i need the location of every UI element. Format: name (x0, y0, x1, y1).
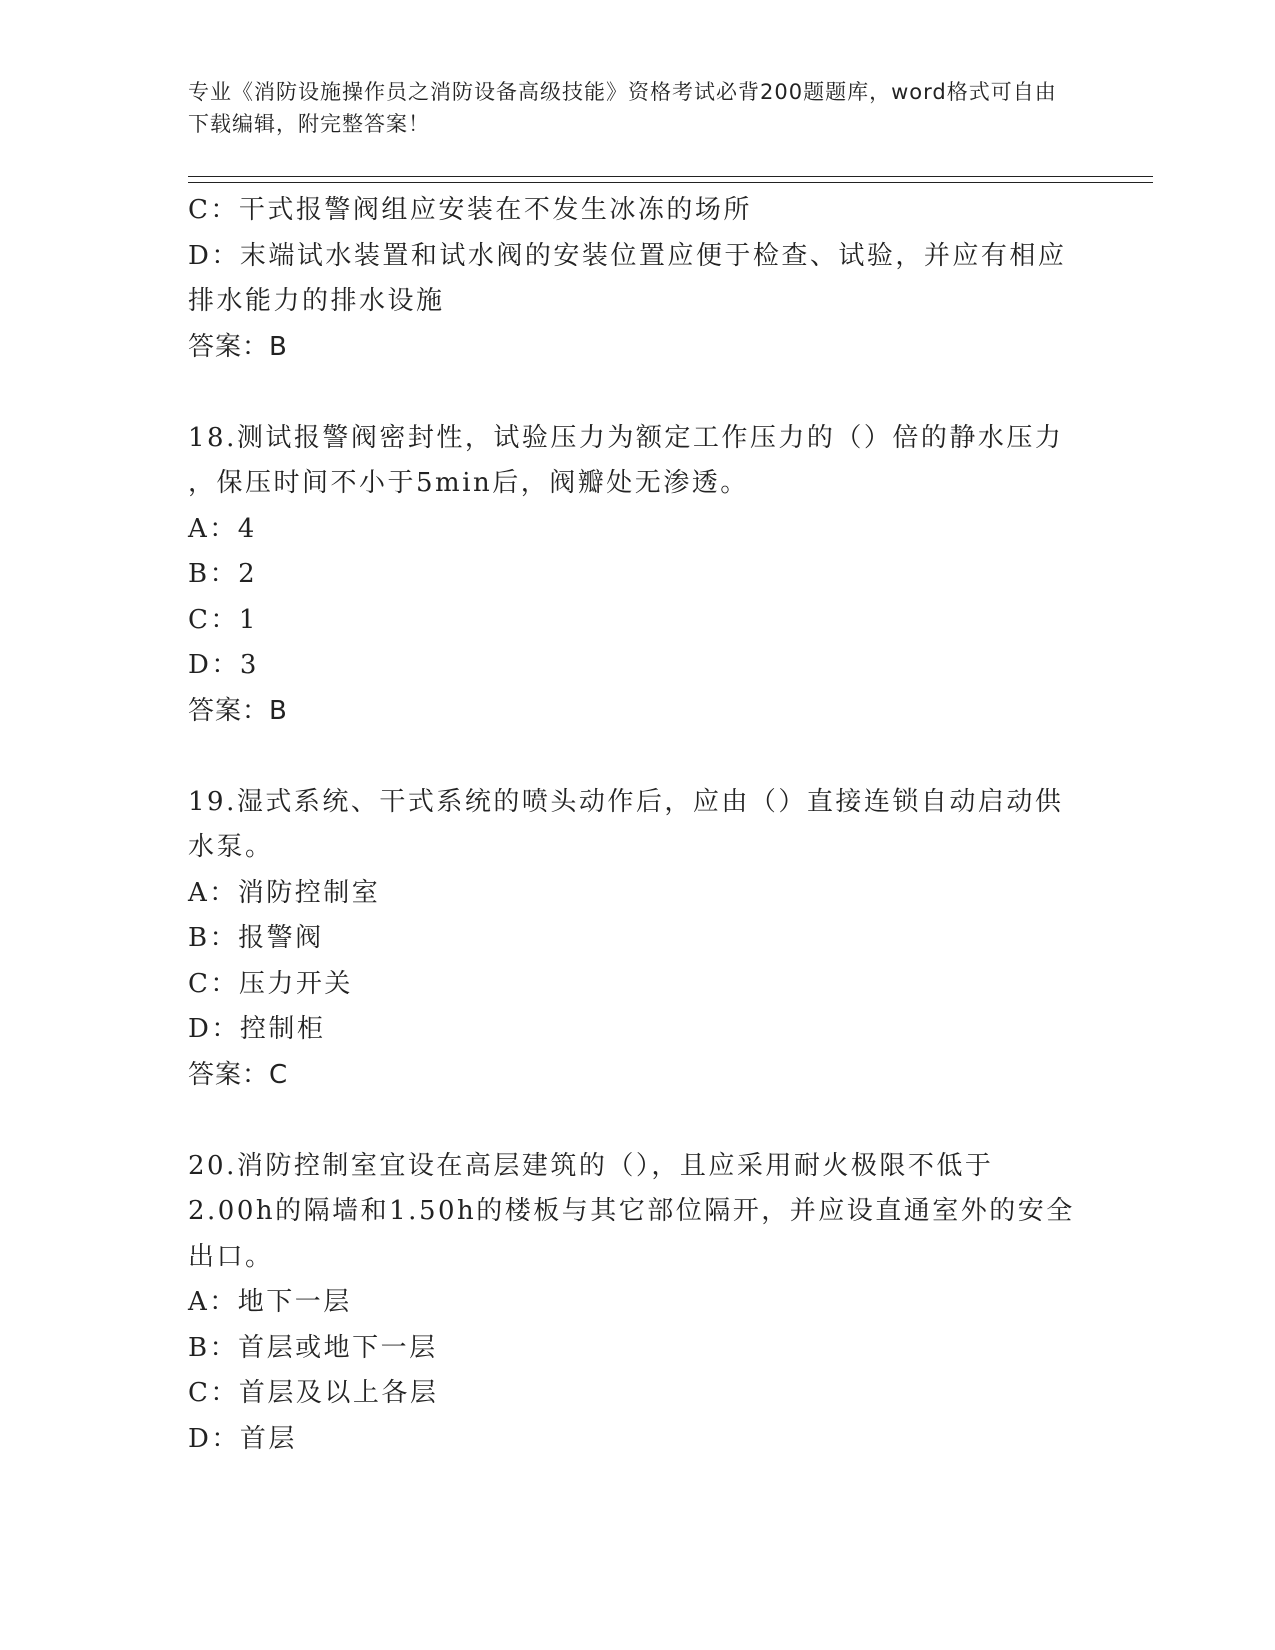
q20-stem-line3: 出口。 (188, 1241, 274, 1272)
header-rule-top (188, 176, 1153, 177)
q18-stem-line1: 18.测试报警阀密封性，试验压力为额定工作压力的（）倍的静水压力 (188, 422, 1064, 453)
q20-option-d: D：首层 (188, 1423, 297, 1454)
spacer (188, 370, 1078, 416)
q18-answer: 答案：B (188, 695, 288, 726)
q19-option-a: A：消防控制室 (188, 877, 381, 908)
document-body (188, 188, 1078, 1462)
q20-option-c: C：首层及以上各层 (188, 1378, 439, 1408)
q18-option-c: C：1 (188, 604, 258, 635)
document-header: 专业《消防设施操作员之消防设备高级技能》资格考试必背200题题库，word格式可自由下载编辑，附完整答案！ (188, 80, 1057, 136)
q19-option-b: B：报警阀 (188, 923, 324, 953)
q20-option-a: A：地下一层 (188, 1287, 352, 1317)
q19-stem-line1: 19.湿式系统、干式系统的喷头动作后，应由（）直接连锁自动启动供 (188, 786, 1064, 817)
prev-option-d-line2: 排水能力的排水设施 (188, 286, 445, 316)
q20-option-b: B：首层或地下一层 (188, 1332, 438, 1363)
q19-stem-line2: 水泵。 (188, 832, 274, 862)
q19-answer: 答案：C (188, 1059, 289, 1090)
q18-option-d: D：3 (188, 650, 259, 680)
prev-option-c: C：干式报警阀组应安装在不发生冰冻的场所 (188, 195, 752, 225)
prev-option-d-line1: D：末端试水装置和试水阀的安装位置应便于检查、试验，并应有相应 (188, 240, 1067, 271)
header-rule-bottom (188, 182, 1153, 183)
q19-option-c: C：压力开关 (188, 968, 353, 999)
q20-stem-line2: 2.00h的隔墙和1.50h的楼板与其它部位隔开，并应设直通室外的安全 (188, 1196, 1075, 1226)
q18-option-a: A：4 (188, 513, 257, 544)
spacer (188, 734, 1078, 780)
q19-option-d: D：控制柜 (188, 1014, 326, 1044)
q18-stem-line2: ，保压时间不小于5min后，阀瓣处无渗透。 (188, 468, 749, 498)
q20-stem-line1: 20.消防控制室宜设在高层建筑的（），且应采用耐火极限不低于 (188, 1150, 994, 1181)
q18-option-b: B：2 (188, 559, 258, 589)
spacer (188, 1098, 1078, 1144)
prev-answer: 答案：B (188, 331, 288, 362)
